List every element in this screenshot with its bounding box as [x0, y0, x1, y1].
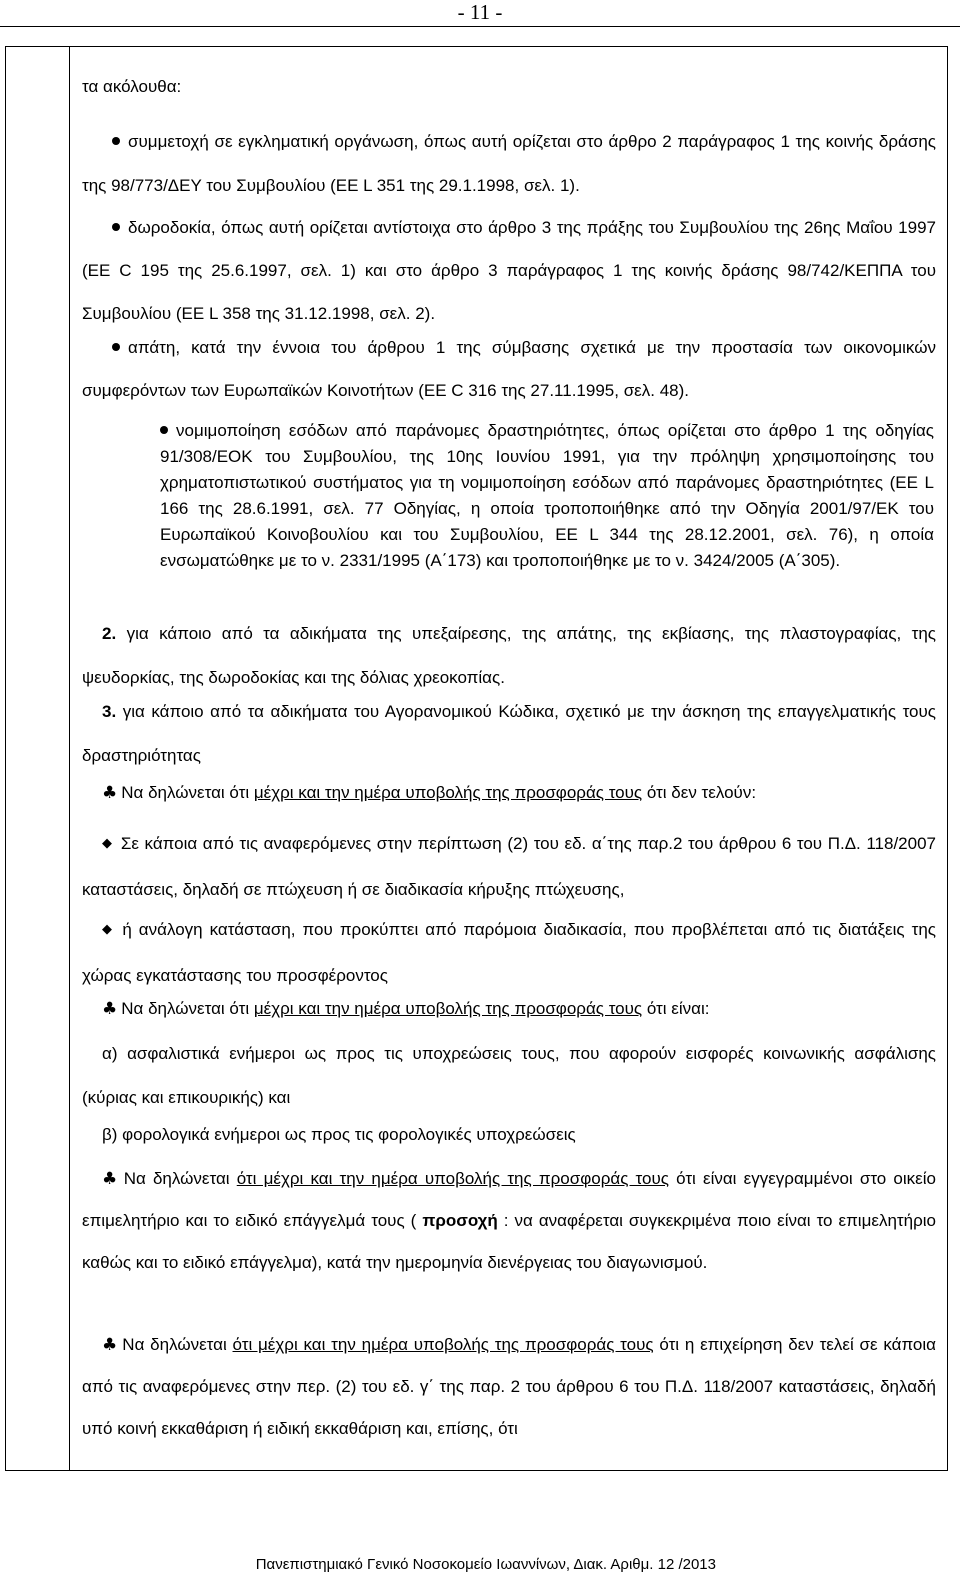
footer-text: Πανεπιστημιακό Γενικό Νοσοκομείο Ιωαννίνων, Διακ. Αριθμ. 12 /2013: [255, 1556, 716, 1573]
club-bullet-icon: ♣: [102, 1169, 120, 1189]
declaration-up-to-date: ♣ Να δηλώνεται ότι μέχρι και την ημέρα υποβολής της προσφοράς τους ότι είναι:: [102, 999, 710, 1019]
bullet-dot-icon: [160, 426, 168, 434]
point-b-tax: β) φορολογικά ενήμεροι ως προς τις φορολογικές υποχρεώσεις: [102, 1125, 576, 1144]
item-2: 2. για κάποιο από τα αδικήματα της υπεξαίρεσης, της απάτης, της εκβίασης, της πλαστογραφίας, της ψευδορκίας, της δωροδοκίας και της δόλιας χρεοκοπίας.: [82, 624, 936, 687]
declaration-no-liquidation: ♣ Να δηλώνεται ότι μέχρι και την ημέρα υποβολής της προσφοράς τους ότι η επιχείρηση δεν τελεί σε κάποια από τις αναφερόμενες στην περ. (2) του εδ. γ΄ της παρ. 2 του άρθρου 6 του Π.Δ. 118/2007 καταστάσεις, δηλαδή υπό κοινή εκκαθάριση ή ειδική εκκαθάριση και, επίσης, ότι: [82, 1335, 936, 1438]
content-cell: [70, 46, 948, 1471]
declaration-not-in-state: ♣ Να δηλώνεται ότι μέχρι και την ημέρα υποβολής της προσφοράς τους ότι δεν τελούν:: [102, 783, 757, 803]
page-number: - 11 -: [457, 0, 503, 24]
bankruptcy-clause: ◆ Σε κάποια από τις αναφερόμενες στην περίπτωση (2) του εδ. α΄της παρ.2 του άρθρου 6 του Π.Δ. 118/2007 καταστάσεις, δηλαδή σε πτώχευση ή σε διαδικασία κήρυξης πτώχευσης,: [82, 834, 937, 899]
item-3: 3. για κάποιο από τα αδικήματα του Αγορανομικού Κώδικα, σχετικό με την άσκηση της επαγγελματικής τους δραστηριότητας: [82, 702, 936, 765]
bullet-dot-icon: [112, 223, 120, 231]
analogous-situation-clause: ◆ ή ανάλογη κατάσταση, που προκύπτει από παρόμοια διαδικασία, που προβλέπεται από τις διατάξεις της χώρας εγκατάστασης του προσφέροντος: [82, 920, 936, 985]
bullet-dot-icon: [112, 343, 120, 351]
bullet-bribery: δωροδοκία, όπως αυτή ορίζεται αντίστοιχα στο άρθρο 3 της πράξης του Συμβουλίου της 26ης Μαΐου 1997 (ΕΕ C 195 της 25.6.1997, σελ. 1) και στο άρθρο 3 παράγραφος 1 της κοινής δράσης 98/742/ΚΕΠΠΑ του Συμβουλίου (ΕΕ L 358 της 31.12.1998, σελ. 2).: [82, 218, 936, 323]
bullet-participation: συμμετοχή σε εγκληματική οργάνωση, όπως αυτή ορίζεται στο άρθρο 2 παράγραφος 1 της κοινής δράσης της 98/773/ΔΕΥ του Συμβουλίου (ΕΕ L 351 της 29.1.1998, σελ. 1).: [82, 132, 936, 195]
footer: [0, 1556, 960, 1574]
club-bullet-icon: ♣: [102, 1335, 119, 1355]
item-3-number: 3.: [102, 702, 117, 721]
header-rule: [0, 26, 960, 27]
diamond-bullet-icon: ◆: [102, 922, 115, 937]
bullet-dot-icon: [112, 137, 120, 145]
bullet-money-laundering: νομιμοποίηση εσόδων από παράνομες δραστηριότητες, όπως ορίζεται στο άρθρο 1 της οδηγίας 91/308/ΕΟΚ του Συμβουλίου, της 10ης Ιουνίου 1991, για την πρόληψη χρησιμοποίησης του χρηματοπιστωτικού συστήματος για τη νομιμοποίηση εσόδων από παράνομες δραστηριότητες (ΕΕ L 166 της 28.6.1991, σελ. 77 Οδηγίας, η οποία τροποποιήθηκε από την Οδηγία 2001/97/ΕΚ του Ευρωπαϊκού Κοινοβουλίου και του Συμβουλίου, ΕΕ L 344 της 28.12.2001, σελ. 76), η οποία ενσωματώθηκε με το ν. 2331/1995 (Α΄173) και τροποποιήθηκε με το ν. 3424/2005 (Α΄305).: [160, 421, 934, 570]
club-bullet-icon: ♣: [102, 999, 118, 1019]
intro-text: τα ακόλουθα:: [82, 77, 182, 96]
diamond-bullet-icon: ◆: [102, 836, 113, 851]
item-2-number: 2.: [102, 624, 117, 643]
bullet-fraud: απάτη, κατά την έννοια του άρθρου 1 της σύμβασης σχετικά με την προστασία των οικονομικών συμφερόντων των Ευρωπαϊκών Κοινοτήτων (ΕΕ C 316 της 27.11.1995, σελ. 48).: [82, 338, 936, 400]
declaration-chamber-registration: ♣ Να δηλώνεται ότι μέχρι και την ημέρα υποβολής της προσφοράς τους ότι είναι εγγεγραμμένοι στο οικείο επιμελητήριο και το ειδικό επάγγελμά τους ( προσοχή : να αναφέρεται συγκεκριμένα ποιο είναι το επιμελητήριο καθώς και το ειδικό επάγγελμα), κατά την ημερομηνία διενέργειας του διαγωνισμού.: [82, 1169, 936, 1272]
club-bullet-icon: ♣: [102, 783, 118, 803]
point-a-insurance: α) ασφαλιστικά ενήμεροι ως προς τις υποχρεώσεις τους, που αφορούν εισφορές κοινωνικής ασφάλισης (κύριας και επικουρικής) και: [82, 1044, 936, 1107]
